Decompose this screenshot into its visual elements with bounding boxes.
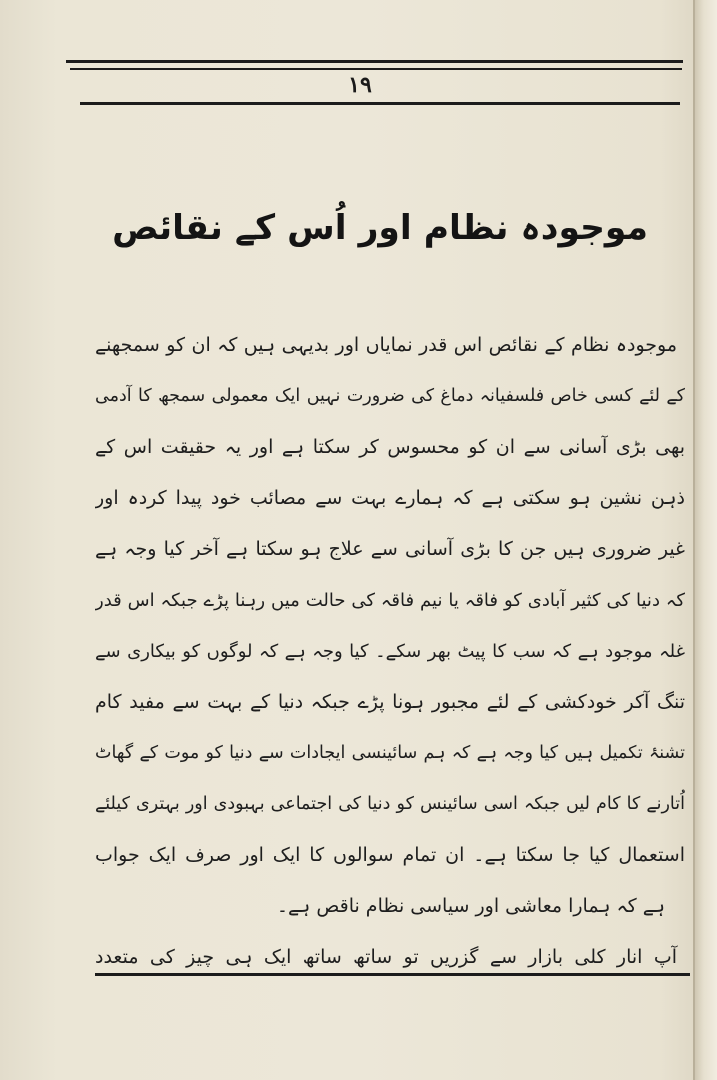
book-spine xyxy=(693,0,717,1080)
text-line: غلہ موجود ہے کہ سب کا پیٹ بھر سکے۔ کیا وجہ ہے کہ لوگوں کو بیکاری سے xyxy=(95,641,685,662)
text-line: استعمال کیا جا سکتا ہے۔ ان تمام سوالوں کا ایک اور صرف ایک جواب xyxy=(95,844,685,866)
footer-rule xyxy=(95,973,690,976)
text-line: تشنۂ تکمیل ہیں کیا وجہ ہے کہ ہم سائینسی ایجادات سے دنیا کو موت کے گھاٹ xyxy=(95,743,685,763)
text-line: ہے کہ ہمارا معاشی اور سیاسی نظام ناقص ہے۔ xyxy=(276,895,665,917)
text-line: بھی بڑی آسانی سے ان کو محسوس کر سکتا ہے اور یہ حقیقت اس کے xyxy=(95,436,685,458)
text-line: اُتارنے کا کام لیں جبکہ اسی سائینس کو دنیا کی اجتماعی بہبودی اور بہتری کیلئے xyxy=(95,794,685,814)
header-rule-second xyxy=(70,68,682,70)
text-line: آپ انار کلی بازار سے گزریں تو ساتھ ساتھ ایک ہی چیز کی متعدد xyxy=(95,946,677,968)
text-line: کے لئے کسی خاص فلسفیانہ دماغ کی ضرورت نہیں ایک معمولی سمجھ کا آدمی xyxy=(95,386,685,406)
header-rule-top xyxy=(66,60,683,63)
text-line: تنگ آکر خودکشی کے لئے مجبور ہونا پڑے جبکہ دنیا کے بہت سے مفید کام xyxy=(95,691,685,713)
text-line: ذہن نشین ہو سکتی ہے کہ ہمارے بہت سے مصائب خود پیدا کردہ اور xyxy=(95,487,685,509)
page-number: ١٩ xyxy=(348,72,372,98)
text-line: کہ دنیا کی کثیر آبادی کو فاقہ یا نیم فاقہ کی حالت میں رہنا پڑے جبکہ اس قدر xyxy=(95,590,685,611)
body-text xyxy=(95,320,685,983)
text-line: موجودہ نظام کے نقائص اس قدر نمایاں اور بدیہی ہیں کہ ان کو سمجھنے xyxy=(95,334,677,356)
chapter-title: موجودہ نظام اور اُس کے نقائص xyxy=(112,208,648,248)
text-line: غیر ضروری ہیں جن کا بڑی آسانی سے علاج ہو سکتا ہے آخر کیا وجہ ہے xyxy=(95,538,685,560)
header-rule-bottom xyxy=(80,102,680,105)
